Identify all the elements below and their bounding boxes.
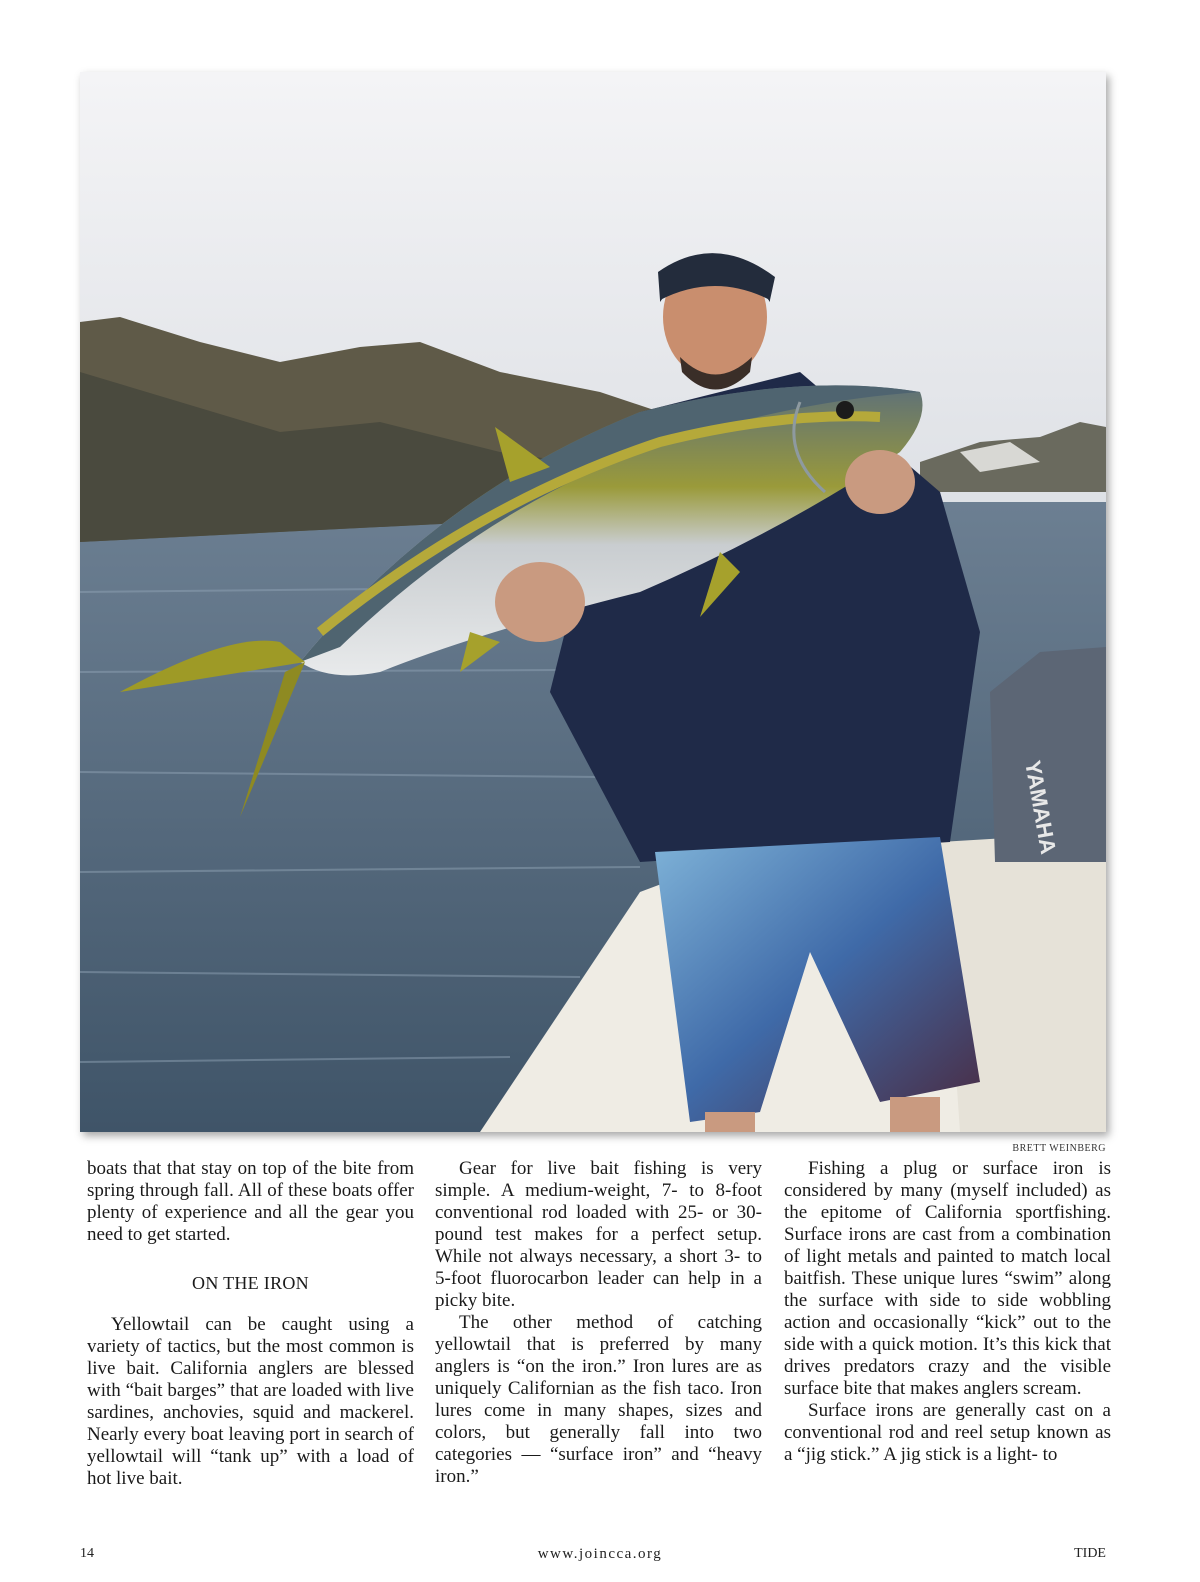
motor-brand-text: YAMAHA	[1020, 758, 1062, 856]
article-column-2	[435, 1158, 762, 1488]
paragraph: Surface irons are generally cast on a conventional rod and reel setup known as a “jig stick.” A jig stick is a light- to	[784, 1400, 1111, 1465]
paragraph: boats that that stay on top of the bite from spring through fall. All of these boats offer plenty of experience and all the gear you need to get started.	[87, 1158, 414, 1245]
paragraph: Fishing a plug or surface iron is considered by many (myself included) as the epitome of California sportfishing. Surface irons are cast from a combination of light metals and painted to match local baitfish. These unique lures “swim” along the surface with side to side wobbling action and occasionally “kick” out to the side with a quick motion. It’s this kick that drives predators crazy and the visible surface bite that makes anglers scream.	[784, 1158, 1111, 1399]
footer-url: www.joincca.org	[537, 1546, 663, 1562]
feature-photo	[80, 72, 1106, 1132]
paragraph: Yellowtail can be caught using a variety of tactics, but the most common is live bait. California anglers are blessed with “bait barges” that are loaded with live sardines, anchovies, squid and mackerel. Nearly every boat leaving port in search of yellowtail will “tank up” with a load of hot live bait.	[87, 1314, 414, 1489]
article-column-1	[87, 1158, 414, 1490]
paragraph: The other method of catching yellowtail that is preferred by many anglers is “on the iron.” Iron lures are as uniquely Californian as the fish taco. Iron lures come in many shapes, sizes and colors, but generally fall into two categories — “surface iron” and “heavy iron.”	[435, 1312, 762, 1487]
magazine-name: TIDE	[1074, 1546, 1106, 1561]
section-heading: ON THE IRON	[192, 1273, 309, 1293]
paragraph: Gear for live bait fishing is very simple. A medium-weight, 7- to 8-foot conventional rod loaded with 25- or 30-pound test makes for a perfect setup. While not always necessary, a short 3- to 5-foot fluorocarbon leader can help in a picky bite.	[435, 1158, 762, 1311]
angler-yellowtail-image	[80, 72, 1106, 1132]
photo-credit: BRETT WEINBERG	[1012, 1143, 1106, 1154]
article-column-3	[784, 1158, 1111, 1466]
page-number: 14	[80, 1546, 94, 1561]
